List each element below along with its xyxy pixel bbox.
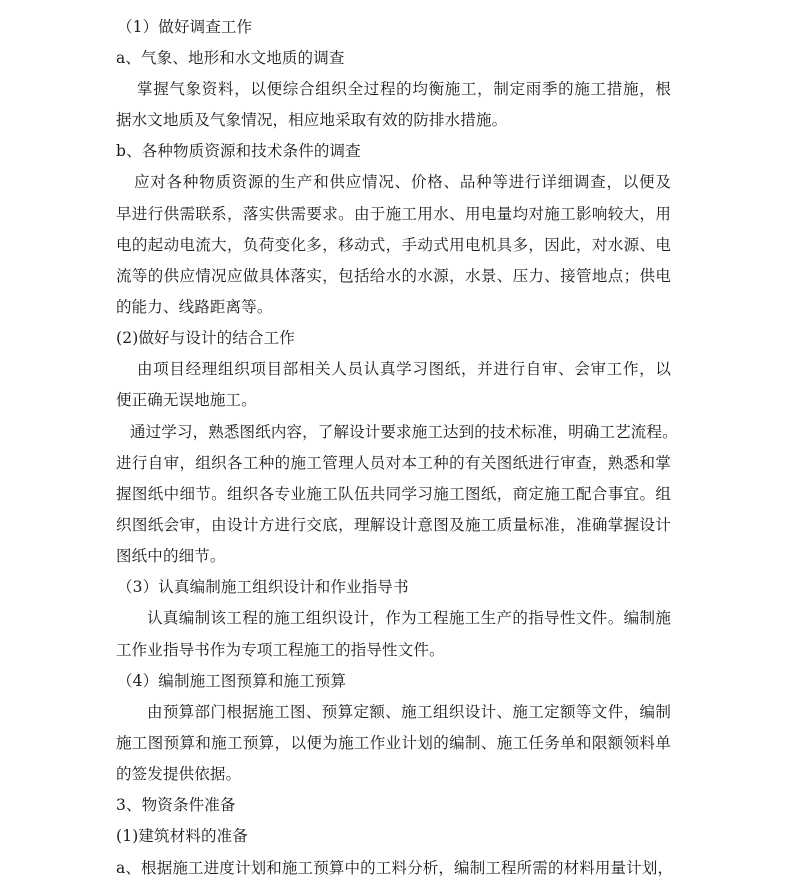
heading-survey-work: （1）做好调查工作 — [117, 18, 253, 36]
paragraph-line: 应对各种物质资源的生产和供应情况、价格、品种等进行详细调查，以便及 — [134, 173, 671, 191]
paragraph-line: 由预算部门根据施工图、预算定额、施工组织设计、施工定额等文件，编制 — [147, 703, 671, 721]
paragraph-line: 握图纸中细节。组织各专业施工队伍共同学习施工图纸，商定施工配合事宜。组 — [116, 485, 671, 503]
paragraph-line: a、根据施工进度计划和施工预算中的工料分析，编制工程所需的材料用量计划， — [116, 859, 674, 877]
paragraph-line: 据水文地质及气象情况，相应地采取有效的防排水措施。 — [116, 111, 508, 129]
heading-design-coordination: (2)做好与设计的结合工作 — [116, 329, 295, 347]
paragraph-line: 进行自审，组织各工种的施工管理人员对本工种的有关图纸进行审查，熟悉和掌 — [116, 454, 671, 472]
paragraph-line: 的能力、线路距离等。 — [116, 298, 273, 316]
heading-material-preparation: 3、物资条件准备 — [116, 796, 236, 814]
paragraph-line: 早进行供需联系，落实供需要求。由于施工用水、用电量均对施工影响较大，用 — [116, 205, 671, 223]
paragraph-line: 由项目经理组织项目部相关人员认真学习图纸，并进行自审、会审工作，以 — [137, 360, 671, 378]
paragraph-line: 通过学习，熟悉图纸内容，了解设计要求施工达到的技术标准，明确工艺流程。 — [130, 423, 678, 441]
paragraph-line: 掌握气象资料，以便综合组织全过程的均衡施工，制定雨季的施工措施，根 — [137, 80, 671, 98]
paragraph-line: 电的起动电流大，负荷变化多，移动式，手动式用电机具多，因此，对水源、电 — [116, 236, 671, 254]
paragraph-line: 流等的供应情况应做具体落实，包括给水的水源，水景、压力、接管地点；供电 — [116, 267, 671, 285]
heading-building-materials: (1)建筑材料的准备 — [116, 827, 248, 845]
subheading-resources: b、各种物质资源和技术条件的调查 — [116, 142, 361, 160]
paragraph-line: 图纸中的细节。 — [116, 547, 226, 565]
heading-budget: （4）编制施工图预算和施工预算 — [117, 672, 347, 690]
paragraph-line: 便正确无误地施工。 — [116, 391, 257, 409]
paragraph-line: 施工图预算和施工预算，以便为施工作业计划的编制、施工任务单和限额领料单 — [116, 734, 671, 752]
paragraph-line: 的签发提供依据。 — [116, 765, 242, 783]
paragraph-line: 认真编制该工程的施工组织设计，作为工程施工生产的指导性文件。编制施 — [147, 609, 671, 627]
paragraph-line: 工作业指导书作为专项工程施工的指导性文件。 — [116, 641, 445, 659]
paragraph-line: 织图纸会审，由设计方进行交底，理解设计意图及施工质量标准，准确掌握设计 — [116, 516, 671, 534]
subheading-weather-terrain: a、气象、地形和水文地质的调查 — [116, 49, 345, 67]
heading-construction-plan: （3）认真编制施工组织设计和作业指导书 — [117, 578, 409, 596]
